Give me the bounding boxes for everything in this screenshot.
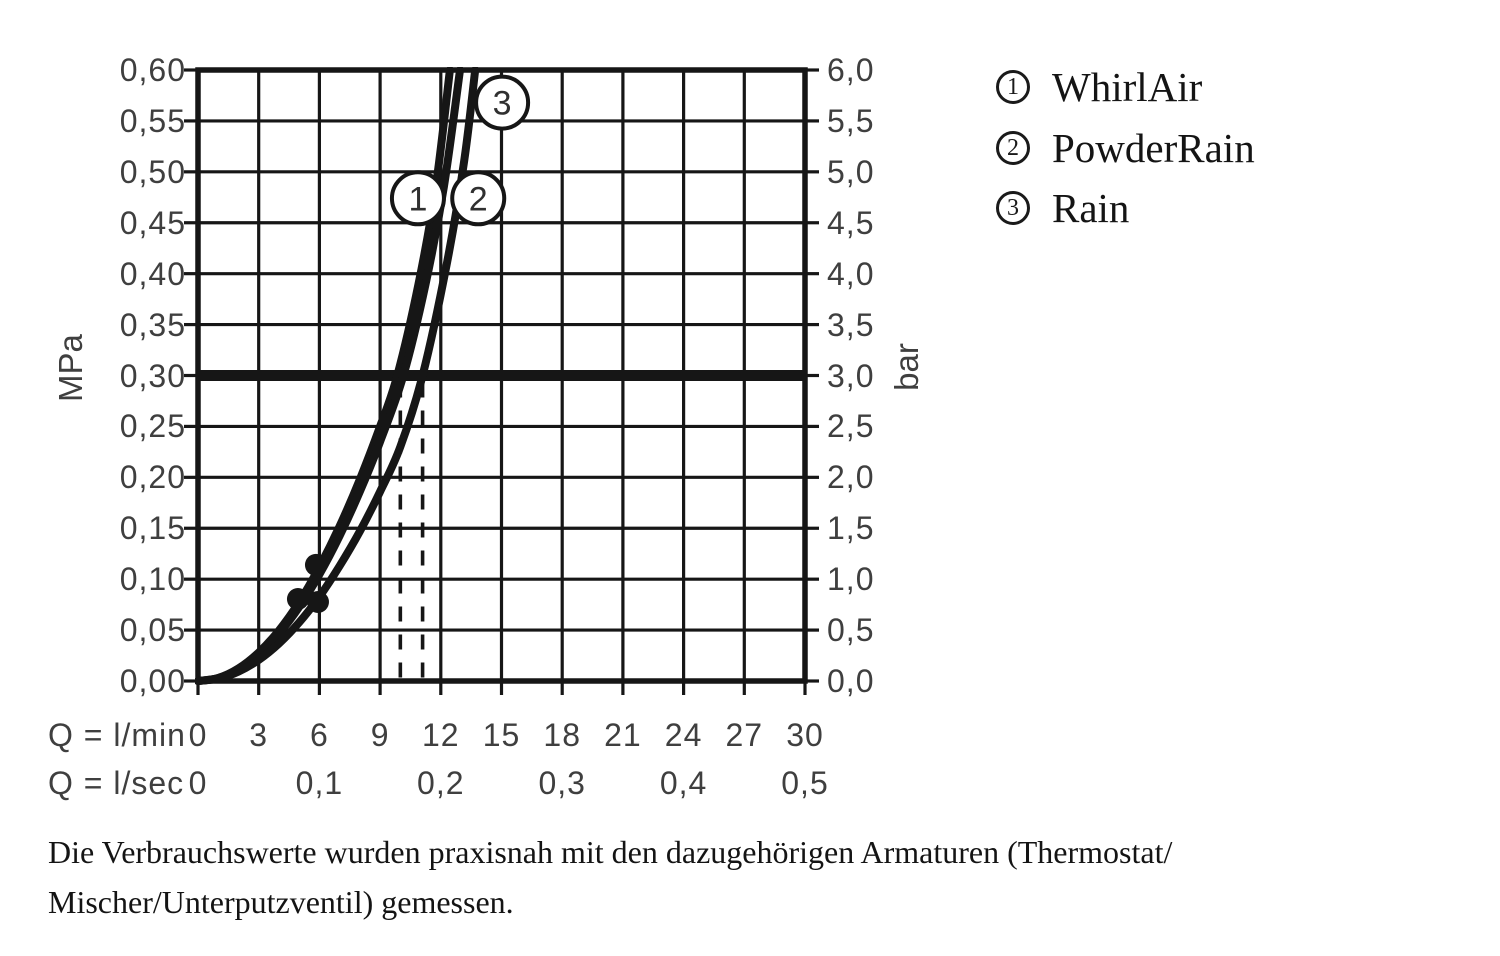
- x-lsec-tick-label: 0,1: [295, 765, 344, 801]
- y-right-tick-label: 1,5: [827, 510, 875, 547]
- y-left-tick-label: 0,00: [119, 663, 186, 699]
- y-right-tick-label: 4,5: [827, 204, 875, 241]
- y-left-tick-label: 0,30: [119, 357, 186, 394]
- plot-grid: [184, 70, 819, 695]
- y-left-tick-label: 0,25: [119, 408, 186, 445]
- y-left-tick-label: 0,55: [119, 102, 186, 139]
- y-right-tick-label: 5,0: [827, 153, 875, 190]
- legend-number-3: 3: [1007, 194, 1019, 221]
- y-left-tick-label: 0,20: [119, 459, 186, 496]
- y-left-tick-label: 0,05: [119, 612, 186, 649]
- legend-number-badge-1: [996, 70, 1030, 104]
- y-left-tick-label: 0,60: [119, 52, 186, 88]
- y-right-tick-label: 5,5: [827, 102, 875, 139]
- y-left-tick-label: 0,10: [119, 561, 186, 598]
- caption-line-1: Die Verbrauchswerte wurden praxisnah mit den dazugehörigen Armaturen (Thermostat/: [48, 834, 1173, 870]
- measure-dot: [307, 591, 329, 613]
- y-left-tick-label: 0,15: [119, 510, 186, 547]
- legend-number-2: 2: [1007, 134, 1019, 161]
- x-axis-lmin-label: Q = l/min: [48, 717, 186, 753]
- y-left-tick-label: 0,50: [119, 153, 186, 190]
- y-right-tick-label: 6,0: [827, 52, 875, 88]
- x-lmin-tick-label: 21: [604, 717, 642, 753]
- x-lmin-tick-label: 18: [543, 717, 581, 753]
- x-lmin-tick-label: 30: [786, 717, 824, 753]
- y-axis-right-unit-label: bar: [888, 343, 925, 391]
- x-lmin-tick-label: 24: [664, 717, 703, 753]
- legend-label-powderrain: PowderRain: [1052, 125, 1255, 171]
- x-lmin-tick-label: 27: [725, 717, 764, 753]
- x-lsec-tick-label: 0,2: [417, 765, 465, 801]
- y-left-tick-label: 0,40: [119, 255, 186, 292]
- y-right-tick-label: 3,0: [827, 357, 875, 394]
- legend-item-powderrain: [996, 126, 1255, 170]
- curve-number-text: 2: [468, 180, 488, 219]
- legend-label-whirlair: WhirlAir: [1052, 64, 1203, 110]
- y-right-tick-label: 2,0: [827, 459, 875, 496]
- x-lsec-tick-label: 0,4: [659, 765, 708, 801]
- curve-number-text: 1: [408, 180, 428, 219]
- y-axis-left-unit-label: MPa: [52, 334, 89, 402]
- y-right-tick-label: 3,5: [827, 306, 875, 343]
- y-left-tick-label: 0,45: [119, 204, 186, 241]
- x-lmin-tick-label: 12: [422, 717, 460, 753]
- measure-dot: [287, 588, 309, 610]
- y-right-tick-label: 2,5: [827, 408, 875, 445]
- measure-dot: [305, 554, 327, 576]
- x-lsec-tick-label: 0,3: [538, 765, 586, 801]
- curve-number-badge-2: [452, 172, 504, 224]
- x-lmin-tick-label: 0: [188, 717, 208, 753]
- y-left-tick-label: 0,35: [119, 306, 186, 343]
- x-lsec-tick-label: 0: [188, 765, 208, 801]
- legend-label-rain: Rain: [1052, 185, 1130, 231]
- y-right-tick-label: 4,0: [827, 255, 875, 292]
- curve-number-badge-3: [476, 77, 528, 129]
- caption-line-2: Mischer/Unterputzventil) gemessen.: [48, 884, 514, 920]
- x-lsec-tick-label: 0,5: [781, 765, 829, 801]
- y-right-tick-label: 0,5: [827, 612, 875, 649]
- x-lmin-tick-label: 3: [249, 717, 269, 753]
- x-lmin-tick-label: 15: [482, 717, 521, 753]
- curve-number-text: 3: [492, 84, 512, 123]
- legend-number-1: 1: [1007, 73, 1019, 100]
- y-right-tick-label: 0,0: [827, 663, 875, 699]
- legend-item-rain: [996, 186, 1129, 230]
- legend-number-badge-2: [996, 131, 1030, 165]
- legend-number-badge-3: [996, 191, 1030, 225]
- x-axis-lsec-label: Q = l/sec: [48, 765, 185, 801]
- caption: [48, 827, 1172, 927]
- x-lmin-tick-label: 6: [309, 717, 329, 753]
- legend-item-whirlair: [996, 65, 1202, 109]
- curve-number-badge-1: [392, 172, 444, 224]
- y-right-tick-label: 1,0: [827, 561, 875, 598]
- x-lmin-tick-label: 9: [370, 717, 390, 753]
